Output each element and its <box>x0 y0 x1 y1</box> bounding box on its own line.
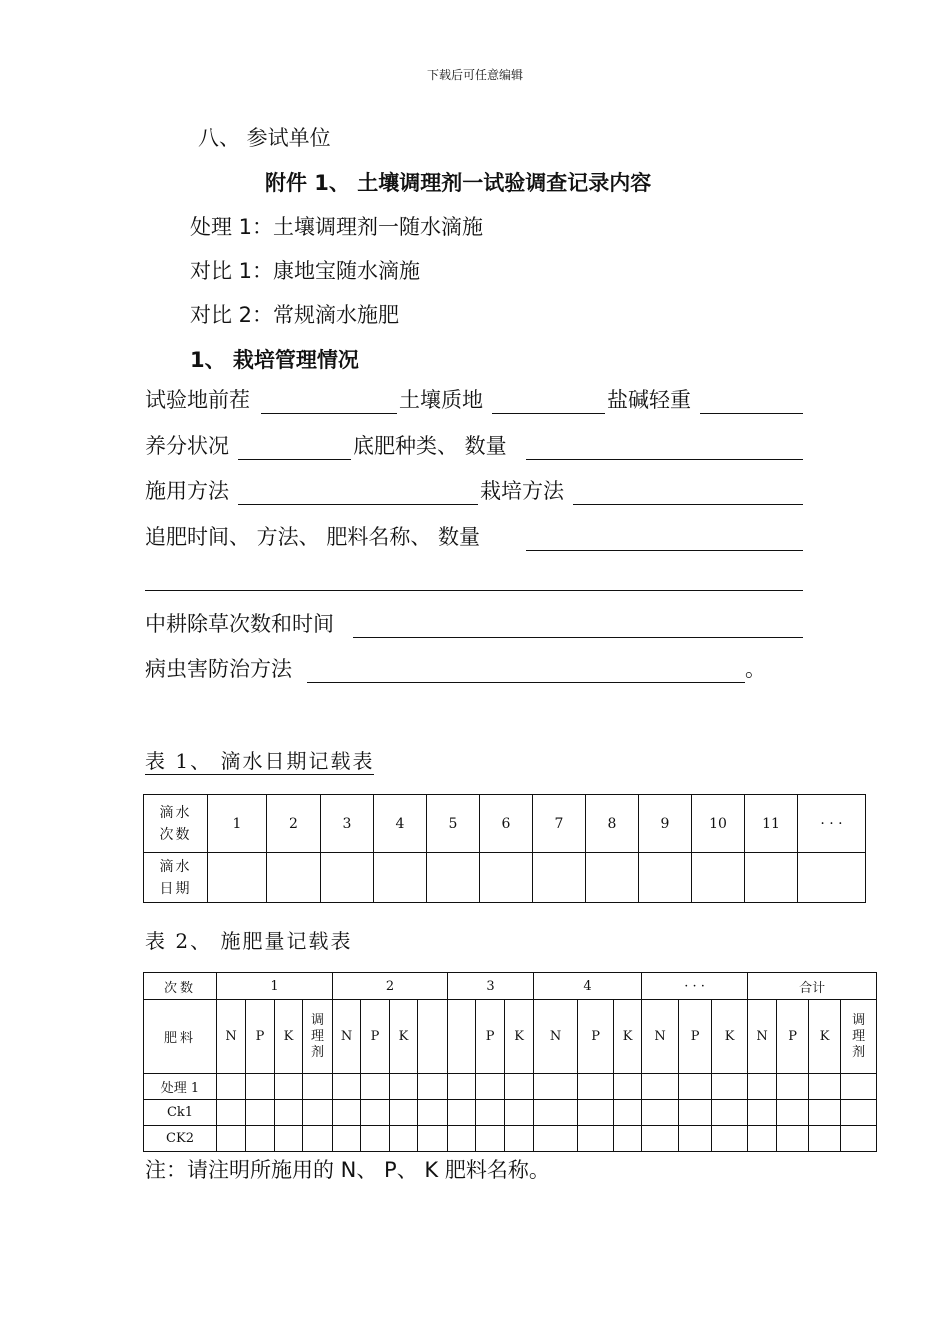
group-2-header: 2 <box>333 973 448 1000</box>
data-cell[interactable] <box>642 1074 679 1100</box>
irrigation-date-cell[interactable] <box>480 853 533 903</box>
data-cell[interactable] <box>333 1074 361 1100</box>
pest-control-field[interactable] <box>307 681 745 683</box>
data-cell[interactable] <box>476 1126 505 1152</box>
group-more-header: · · · <box>642 973 748 1000</box>
data-cell[interactable] <box>361 1126 390 1152</box>
n-column: N <box>333 1000 361 1074</box>
form-row-nutrient <box>145 428 803 462</box>
irrigation-date-cell[interactable] <box>745 853 798 903</box>
group-3-header: 3 <box>448 973 534 1000</box>
data-cell[interactable] <box>679 1126 712 1152</box>
header-note: 下载后可任意编辑 <box>426 68 523 82</box>
data-cell[interactable] <box>642 1126 679 1152</box>
data-cell[interactable] <box>275 1126 303 1152</box>
topdressing-continuation-field[interactable] <box>145 589 803 591</box>
pest-control-period: 。 <box>745 657 766 681</box>
application-method-label: 施用方法 <box>145 479 229 503</box>
soil-texture-field[interactable] <box>492 412 605 414</box>
data-cell[interactable] <box>614 1126 642 1152</box>
data-cell[interactable] <box>361 1074 390 1100</box>
control-2: 对比 2：常规滴水施肥 <box>190 303 400 327</box>
data-cell[interactable] <box>246 1074 275 1100</box>
irrigation-date-cell[interactable] <box>692 853 745 903</box>
data-cell[interactable] <box>448 1126 476 1152</box>
data-cell[interactable] <box>476 1074 505 1100</box>
data-cell[interactable] <box>217 1126 246 1152</box>
data-cell[interactable] <box>614 1074 642 1100</box>
data-cell[interactable] <box>418 1126 448 1152</box>
weeding-label: 中耕除草次数和时间 <box>145 612 334 636</box>
p-column: P <box>476 1000 505 1074</box>
data-cell[interactable] <box>476 1100 505 1126</box>
irrigation-count-row <box>144 795 866 853</box>
data-cell[interactable] <box>418 1100 448 1126</box>
data-cell[interactable] <box>712 1126 748 1152</box>
data-cell[interactable] <box>390 1074 418 1100</box>
cultivation-method-field[interactable] <box>573 503 803 505</box>
data-cell[interactable] <box>809 1074 841 1100</box>
irrigation-count-cell: 1 <box>208 795 267 853</box>
k-column: K <box>505 1000 534 1074</box>
footnote: 注：请注明所施用的 N、 P、 K 肥料名称。 <box>145 1158 550 1182</box>
data-cell[interactable] <box>679 1074 712 1100</box>
p-column: P <box>246 1000 275 1074</box>
row-label-treatment-1: 处理 1 <box>144 1074 217 1100</box>
irrigation-date-cell[interactable] <box>533 853 586 903</box>
group-total-header: 合计 <box>748 973 877 1000</box>
k-column: K <box>809 1000 841 1074</box>
k-column: K <box>390 1000 418 1074</box>
data-cell[interactable] <box>748 1074 777 1100</box>
data-cell[interactable] <box>642 1100 679 1126</box>
table-row <box>144 1100 877 1126</box>
data-cell[interactable] <box>578 1100 614 1126</box>
irrigation-count-cell: 8 <box>586 795 639 853</box>
data-cell[interactable] <box>841 1100 877 1126</box>
base-fertilizer-label: 底肥种类、 数量 <box>353 434 507 458</box>
cultivation-method-label: 栽培方法 <box>480 479 564 503</box>
p-column: P <box>679 1000 712 1074</box>
irrigation-count-cell: 2 <box>267 795 321 853</box>
form-row-site <box>145 382 803 416</box>
section-cultivation-title: 1、 栽培管理情况 <box>190 348 359 372</box>
data-cell[interactable] <box>777 1074 809 1100</box>
irrigation-date-cell[interactable] <box>427 853 480 903</box>
data-cell[interactable] <box>418 1074 448 1100</box>
topdressing-field[interactable] <box>526 549 803 551</box>
fertilizer-header: 肥料 <box>144 1000 217 1074</box>
application-method-field[interactable] <box>238 503 478 505</box>
irrigation-date-header: 滴水 日期 <box>144 853 208 903</box>
form-row-blank <box>145 559 803 593</box>
fertilizer-amount-table <box>143 972 877 1152</box>
form-row-weeding <box>145 606 803 640</box>
irrigation-count-header: 滴水 次数 <box>144 795 208 853</box>
data-cell[interactable] <box>505 1074 534 1100</box>
table1-caption: 表 1、 滴水日期记载表 <box>145 749 375 773</box>
data-cell[interactable] <box>777 1126 809 1152</box>
k-column: K <box>275 1000 303 1074</box>
p-column: P <box>777 1000 809 1074</box>
irrigation-date-cell[interactable] <box>208 853 267 903</box>
topdressing-label: 追肥时间、 方法、 肥料名称、 数量 <box>145 525 481 549</box>
irrigation-date-cell[interactable] <box>639 853 692 903</box>
irrigation-date-cell[interactable] <box>374 853 427 903</box>
data-cell[interactable] <box>712 1074 748 1100</box>
nutrient-status-field[interactable] <box>238 458 351 460</box>
data-cell[interactable] <box>448 1074 476 1100</box>
base-fertilizer-field[interactable] <box>526 458 803 460</box>
weeding-field[interactable] <box>353 636 803 638</box>
irrigation-count-cell: 4 <box>374 795 427 853</box>
data-cell[interactable] <box>246 1100 275 1126</box>
regulator-column: 调 理 剂 <box>303 1000 333 1074</box>
count-header: 次数 <box>144 973 217 1000</box>
data-cell[interactable] <box>505 1100 534 1126</box>
row-label-ck2: CK2 <box>144 1126 217 1152</box>
blank-column <box>448 1000 476 1074</box>
data-cell[interactable] <box>448 1100 476 1126</box>
k-column: K <box>712 1000 748 1074</box>
irrigation-count-cell: 9 <box>639 795 692 853</box>
data-cell[interactable] <box>505 1126 534 1152</box>
irrigation-count-cell: 11 <box>745 795 798 853</box>
data-cell[interactable] <box>217 1074 246 1100</box>
data-cell[interactable] <box>361 1100 390 1126</box>
row-label-ck1: Ck1 <box>144 1100 217 1126</box>
data-cell[interactable] <box>534 1074 578 1100</box>
n-column: N <box>534 1000 578 1074</box>
irrigation-count-cell: 10 <box>692 795 745 853</box>
data-cell[interactable] <box>841 1074 877 1100</box>
irrigation-date-cell[interactable] <box>798 853 866 903</box>
irrigation-date-cell[interactable] <box>586 853 639 903</box>
data-cell[interactable] <box>246 1126 275 1152</box>
irrigation-count-cell: 3 <box>321 795 374 853</box>
data-cell[interactable] <box>578 1074 614 1100</box>
irrigation-date-cell[interactable] <box>321 853 374 903</box>
salinity-field[interactable] <box>700 412 803 414</box>
n-column: N <box>748 1000 777 1074</box>
data-cell[interactable] <box>217 1100 246 1126</box>
irrigation-date-row <box>144 853 866 903</box>
p-column: P <box>361 1000 390 1074</box>
data-cell[interactable] <box>275 1074 303 1100</box>
data-cell[interactable] <box>748 1126 777 1152</box>
irrigation-count-cell: 6 <box>480 795 533 853</box>
nutrient-status-label: 养分状况 <box>145 434 229 458</box>
data-cell[interactable] <box>578 1126 614 1152</box>
data-cell[interactable] <box>841 1126 877 1152</box>
group-1-header: 1 <box>217 973 333 1000</box>
n-column: N <box>217 1000 246 1074</box>
data-cell[interactable] <box>390 1126 418 1152</box>
group-4-header: 4 <box>534 973 642 1000</box>
data-cell[interactable] <box>534 1126 578 1152</box>
irrigation-count-cell: · · · <box>798 795 866 853</box>
irrigation-count-cell: 5 <box>427 795 480 853</box>
data-cell[interactable] <box>614 1100 642 1126</box>
data-cell[interactable] <box>679 1100 712 1126</box>
data-cell[interactable] <box>303 1074 333 1100</box>
irrigation-date-cell[interactable] <box>267 853 321 903</box>
blank-column <box>418 1000 448 1074</box>
data-cell[interactable] <box>333 1100 361 1126</box>
form-row-topdressing <box>145 519 803 553</box>
salinity-label: 盐碱轻重 <box>607 388 691 412</box>
data-cell[interactable] <box>712 1100 748 1126</box>
data-cell[interactable] <box>534 1100 578 1126</box>
data-cell[interactable] <box>777 1100 809 1126</box>
appendix-title: 附件 1、 土壤调理剂一试验调查记录内容 <box>265 171 652 195</box>
data-cell[interactable] <box>275 1100 303 1126</box>
regulator-column: 调 理 剂 <box>841 1000 877 1074</box>
data-cell[interactable] <box>748 1100 777 1126</box>
table-row <box>144 1126 877 1152</box>
p-column: P <box>578 1000 614 1074</box>
previous-crop-field[interactable] <box>261 412 397 414</box>
previous-crop-label: 试验地前茬 <box>145 388 250 412</box>
soil-texture-label: 土壤质地 <box>399 388 483 412</box>
data-cell[interactable] <box>809 1126 841 1152</box>
data-cell[interactable] <box>333 1126 361 1152</box>
k-column: K <box>614 1000 642 1074</box>
n-column: N <box>642 1000 679 1074</box>
irrigation-date-table <box>143 794 866 903</box>
treatment-1: 处理 1：土壤调理剂一随水滴施 <box>190 215 484 239</box>
data-cell[interactable] <box>809 1100 841 1126</box>
table-row <box>144 1074 877 1100</box>
table2-caption: 表 2、 施肥量记载表 <box>145 929 353 953</box>
form-row-pest <box>145 651 803 685</box>
data-cell[interactable] <box>303 1100 333 1126</box>
count-row <box>144 973 877 1000</box>
irrigation-count-cell: 7 <box>533 795 586 853</box>
control-1: 对比 1：康地宝随水滴施 <box>190 259 421 283</box>
pest-control-label: 病虫害防治方法 <box>145 657 292 681</box>
fertilizer-type-row <box>144 1000 877 1074</box>
section-participants: 八、 参试单位 <box>198 126 331 150</box>
form-row-method <box>145 473 803 507</box>
data-cell[interactable] <box>390 1100 418 1126</box>
data-cell[interactable] <box>303 1126 333 1152</box>
